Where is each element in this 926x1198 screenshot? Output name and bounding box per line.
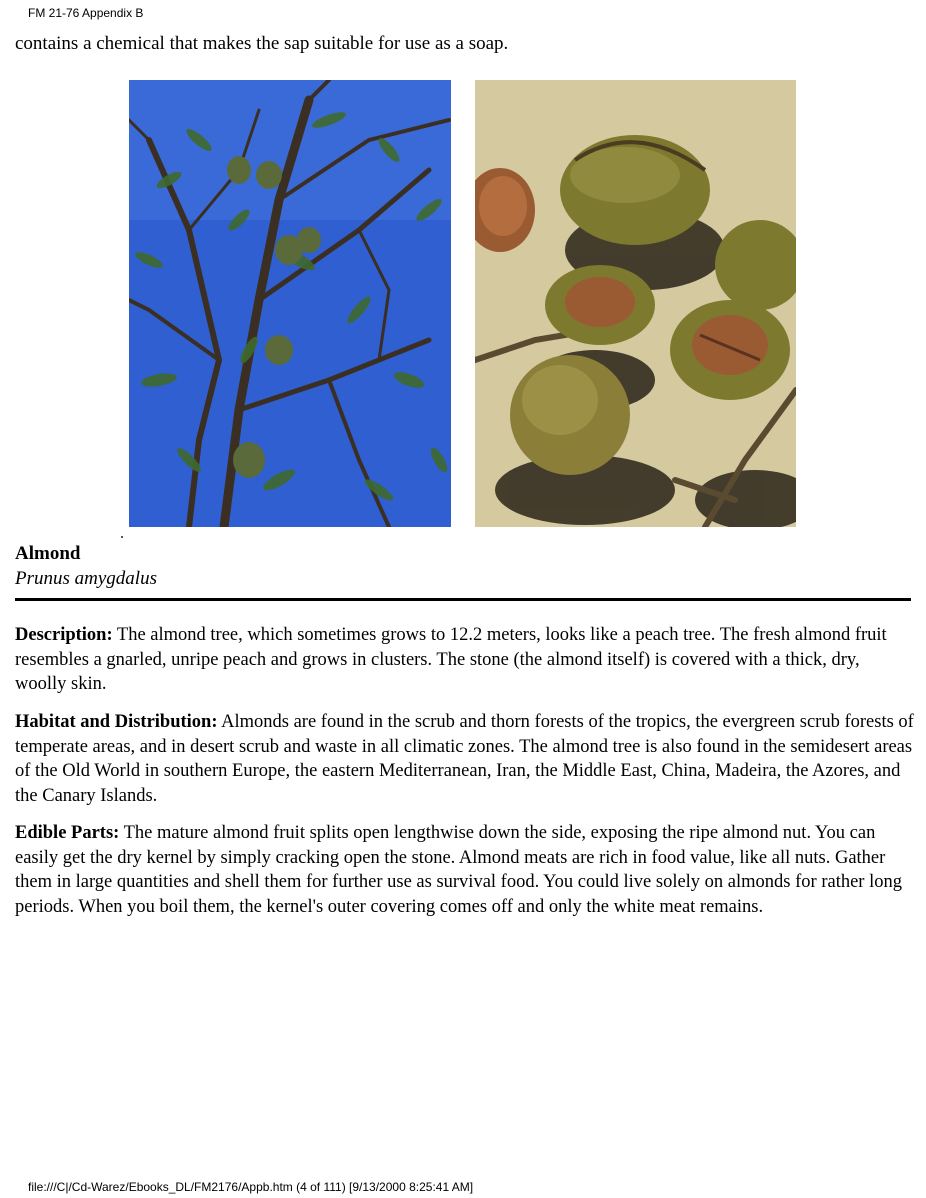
section-divider bbox=[15, 598, 911, 601]
plant-name: Almond bbox=[15, 543, 81, 564]
speck-mark bbox=[121, 536, 123, 538]
habitat-label: Habitat and Distribution: bbox=[15, 712, 218, 732]
habitat-paragraph bbox=[15, 710, 915, 808]
almond-tree-photo bbox=[129, 80, 451, 527]
plant-scientific-name: Prunus amygdalus bbox=[15, 568, 157, 589]
edible-parts-label: Edible Parts: bbox=[15, 823, 120, 843]
description-paragraph bbox=[15, 623, 915, 697]
edible-parts-text: The mature almond fruit splits open lengthwise down the side, exposing the ripe almond nut. You can easily get the dry kernel by simply cracking open the stone. Almond meats are rich in food value, like all nuts. Gather them in large quantities and shell them for further use as survival food. You could live solely on almonds for rather long periods. When you boil them, the kernel's outer covering comes off and only the white meat remains. bbox=[15, 823, 902, 917]
description-label: Description: bbox=[15, 625, 113, 645]
page-header: FM 21-76 Appendix B bbox=[28, 6, 144, 20]
almond-nuts-photo bbox=[475, 80, 796, 527]
description-text: The almond tree, which sometimes grows to 12.2 meters, looks like a peach tree. The fresh almond fruit resembles a gnarled, unripe peach and grows in clusters. The stone (the almond itself) is covered with a thick, dry, woolly skin. bbox=[15, 625, 887, 694]
habitat-text: Almonds are found in the scrub and thorn forests of the tropics, the evergreen scrub forests of temperate areas, and in desert scrub and waste in all climatic zones. The almond tree is also found in the semidesert areas of the Old World in southern Europe, the eastern Mediterranean, Iran, the Middle East, China, Madeira, the Azores, and the Canary Islands. bbox=[15, 712, 914, 806]
page-footer: file:///C|/Cd-Warez/Ebooks_DL/FM2176/Appb.htm (4 of 111) [9/13/2000 8:25:41 AM] bbox=[28, 1180, 474, 1194]
edible-parts-paragraph bbox=[15, 821, 915, 919]
intro-text: contains a chemical that makes the sap suitable for use as a soap. bbox=[15, 33, 509, 54]
